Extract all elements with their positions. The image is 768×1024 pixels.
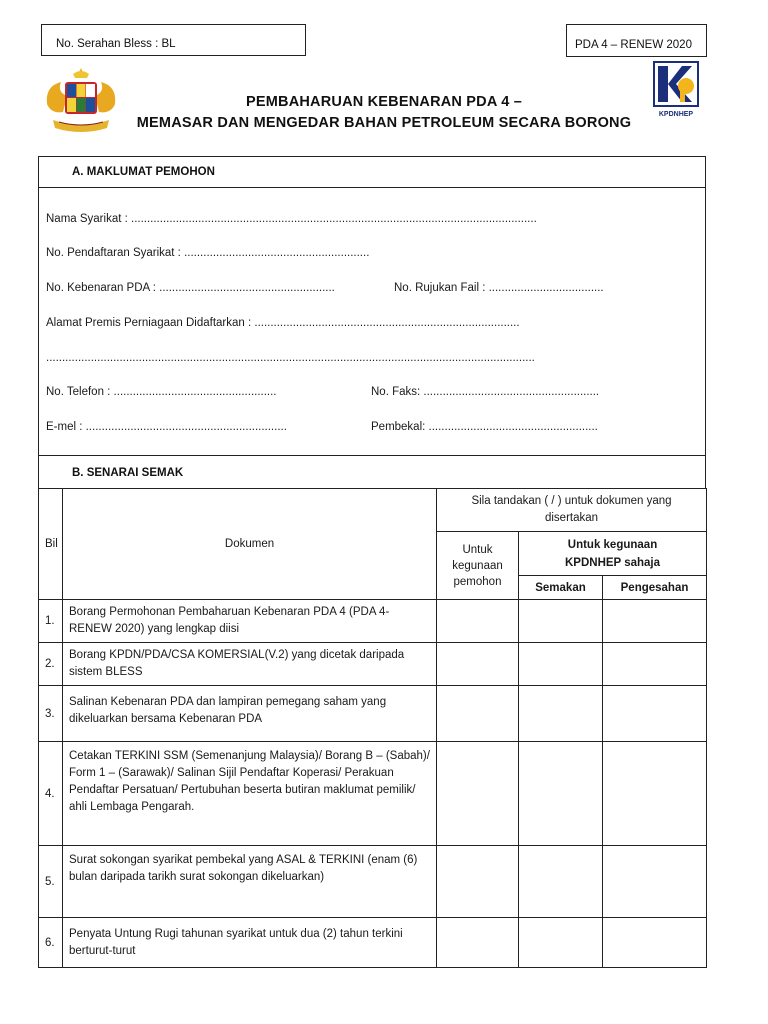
checkbox-pemohon[interactable] bbox=[437, 918, 519, 968]
form-code-label: PDA 4 – RENEW 2020 bbox=[575, 39, 692, 51]
checkbox-pemohon[interactable] bbox=[437, 686, 519, 742]
checkbox-pengesahan[interactable] bbox=[603, 600, 707, 643]
row-document: Cetakan TERKINI SSM (Semenanjung Malaysia)/ Borang B – (Sabah)/ Form 1 – (Sarawak)/ Salinan Sijil Pendaftar Koperasi/ Perakuan Pendaftar Persatuan/ Pertubuhan beserta butiran maklumat pemilik/ ahli Lembaga Pengarah. bbox=[63, 742, 437, 846]
serahan-label: No. Serahan Bless : BL bbox=[56, 38, 176, 50]
checkbox-semakan[interactable] bbox=[519, 686, 603, 742]
checklist-table bbox=[38, 488, 707, 968]
section-a-heading: A. MAKLUMAT PEMOHON bbox=[72, 166, 215, 178]
col-pemohon-header: Untuk kegunaan pemohon bbox=[437, 532, 519, 600]
checkbox-pengesahan[interactable] bbox=[603, 742, 707, 846]
row-number: 3. bbox=[39, 686, 63, 742]
checkbox-semakan[interactable] bbox=[519, 643, 603, 686]
field-alamat[interactable]: Alamat Premis Perniagaan Didaftarkan : ................................................................................... bbox=[46, 317, 520, 329]
checkbox-semakan[interactable] bbox=[519, 846, 603, 918]
checkbox-pemohon[interactable] bbox=[437, 742, 519, 846]
row-document: Surat sokongan syarikat pembekal yang ASAL & TERKINI (enam (6) bulan daripada tarikh surat sokongan dikeluarkan) bbox=[63, 846, 437, 918]
checkbox-pengesahan[interactable] bbox=[603, 918, 707, 968]
form-code-box bbox=[566, 24, 707, 57]
section-a-applicant-info bbox=[38, 156, 706, 456]
checkbox-semakan[interactable] bbox=[519, 600, 603, 643]
col-bil-header: Bil bbox=[39, 489, 63, 600]
section-b-heading: B. SENARAI SEMAK bbox=[72, 467, 184, 479]
section-b-header bbox=[38, 455, 706, 489]
col-tandakan-header: Sila tandakan ( / ) untuk dokumen yang disertakan bbox=[437, 489, 707, 532]
row-document: Borang KPDN/PDA/CSA KOMERSIAL(V.2) yang dicetak daripada sistem BLESS bbox=[63, 643, 437, 686]
field-nama-syarikat[interactable]: Nama Syarikat : ............................................................................................................................... bbox=[46, 213, 537, 225]
field-no-faks[interactable]: No. Faks: ....................................................... bbox=[371, 386, 600, 398]
checkbox-pengesahan[interactable] bbox=[603, 686, 707, 742]
table-row bbox=[39, 742, 707, 846]
checkbox-semakan[interactable] bbox=[519, 918, 603, 968]
row-number: 5. bbox=[39, 846, 63, 918]
table-row bbox=[39, 600, 707, 643]
form-title-line2: MEMASAR DAN MENGEDAR BAHAN PETROLEUM SECARA BORONG bbox=[136, 115, 632, 131]
form-title-line1: PEMBAHARUAN KEBENARAN PDA 4 – bbox=[246, 94, 522, 110]
table-row bbox=[39, 643, 707, 686]
checkbox-semakan[interactable] bbox=[519, 742, 603, 846]
table-row bbox=[39, 686, 707, 742]
row-document: Borang Permohonan Pembaharuan Kebenaran PDA 4 (PDA 4- RENEW 2020) yang lengkap diisi bbox=[63, 600, 437, 643]
row-number: 1. bbox=[39, 600, 63, 643]
field-emel[interactable]: E-mel : ............................................................... bbox=[46, 421, 287, 433]
logo-text: KPDNHEP bbox=[658, 111, 694, 118]
row-document: Salinan Kebenaran PDA dan lampiran pemegang saham yang dikeluarkan bersama Kebenaran PDA bbox=[63, 686, 437, 742]
checkbox-pengesahan[interactable] bbox=[603, 846, 707, 918]
col-pengesahan-header: Pengesahan bbox=[603, 576, 707, 600]
col-dokumen-header: Dokumen bbox=[63, 489, 437, 600]
col-kpdnhep-header: Untuk kegunaan KPDNHEP sahaja bbox=[519, 532, 707, 576]
field-alamat-continued[interactable]: ......................................................................................................................................................... bbox=[46, 352, 535, 364]
serahan-number-box bbox=[41, 24, 306, 56]
field-no-telefon[interactable]: No. Telefon : ................................................... bbox=[46, 386, 277, 398]
field-pembekal[interactable]: Pembekal: ..................................................... bbox=[371, 421, 598, 433]
field-no-rujukan[interactable]: No. Rujukan Fail : .................................... bbox=[394, 282, 604, 294]
section-a-header bbox=[39, 157, 705, 188]
row-number: 4. bbox=[39, 742, 63, 846]
checkbox-pemohon[interactable] bbox=[437, 600, 519, 643]
field-no-kebenaran[interactable]: No. Kebenaran PDA : ....................................................... bbox=[46, 282, 335, 294]
kpdnhep-logo bbox=[646, 60, 706, 120]
checkbox-pengesahan[interactable] bbox=[603, 643, 707, 686]
table-row bbox=[39, 918, 707, 968]
checkbox-pemohon[interactable] bbox=[437, 846, 519, 918]
col-semakan-header: Semakan bbox=[519, 576, 603, 600]
row-document: Penyata Untung Rugi tahunan syarikat untuk dua (2) tahun terkini berturut-turut bbox=[63, 918, 437, 968]
field-no-pendaftaran[interactable]: No. Pendaftaran Syarikat : .......................................................... bbox=[46, 247, 370, 259]
table-row bbox=[39, 846, 707, 918]
row-number: 6. bbox=[39, 918, 63, 968]
row-number: 2. bbox=[39, 643, 63, 686]
checkbox-pemohon[interactable] bbox=[437, 643, 519, 686]
